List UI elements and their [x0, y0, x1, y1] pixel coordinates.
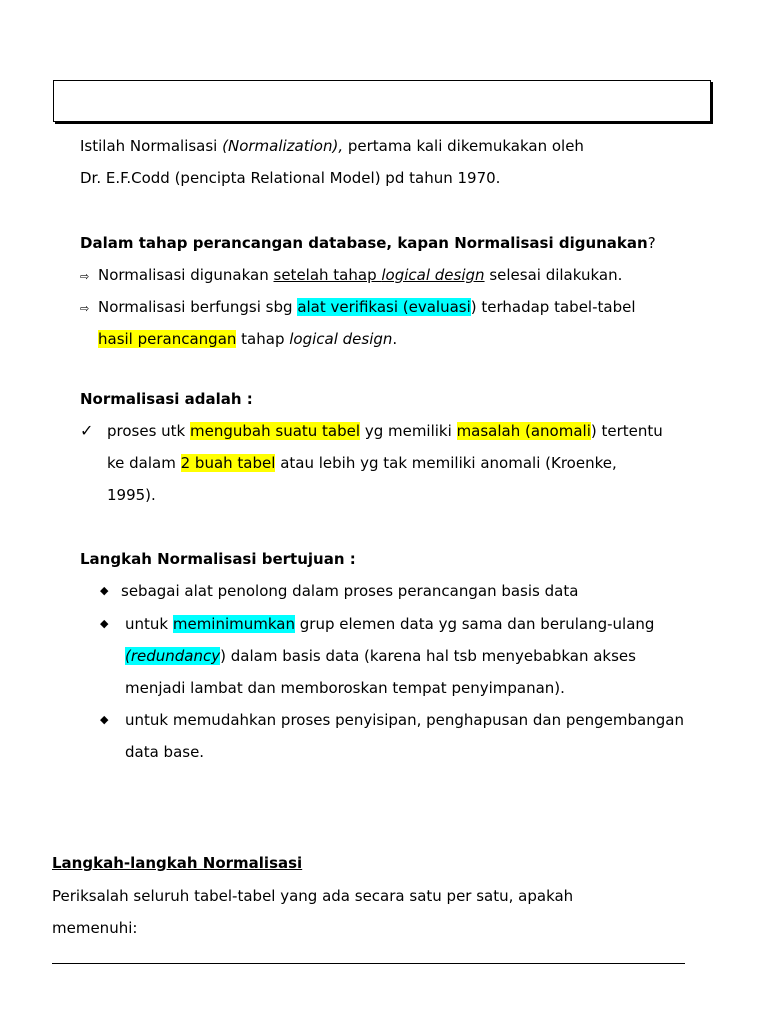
- steps-line-1: Periksalah seluruh tabel-tabel yang ada secara satu per satu, apakah: [52, 887, 574, 905]
- diamond-bullet-icon: ◆: [100, 713, 109, 726]
- check-icon: ✓: [80, 421, 94, 440]
- highlight-meminimumkan: meminimumkan: [172, 615, 296, 633]
- arrow-right-icon: ⇨: [80, 270, 90, 283]
- goals-heading: Langkah Normalisasi bertujuan :: [80, 550, 356, 568]
- highlight-masalah-anomali: masalah (anomali: [456, 422, 591, 440]
- highlight-redundancy: (redundancy: [125, 647, 221, 665]
- definition-line-2: ke dalam 2 buah tabel atau lebih yg tak memiliki anomali (Kroenke,: [107, 454, 617, 472]
- arrow-right-icon: ⇨: [80, 302, 90, 315]
- intro-line-1: Istilah Normalisasi (Normalization), pertama kali dikemukakan oleh: [80, 137, 584, 155]
- diamond-bullet-icon: ◆: [100, 584, 109, 597]
- highlight-alat-verifikasi: alat verifikasi (evaluasi: [297, 298, 471, 316]
- highlight-2-buah-tabel: 2 buah tabel: [180, 454, 276, 472]
- definition-line-3: 1995).: [107, 486, 156, 504]
- footer-divider: [52, 963, 685, 964]
- goal-item-1: sebagai alat penolong dalam proses perancangan basis data: [121, 582, 579, 600]
- definition-heading: Normalisasi adalah :: [80, 390, 253, 408]
- highlight-hasil-perancangan: hasil perancangan: [98, 330, 237, 348]
- definition-line-1: proses utk mengubah suatu tabel yg memiliki masalah (anomali) tertentu: [107, 422, 663, 440]
- goal-item-3-line-2: data base.: [125, 743, 205, 761]
- question-heading: Dalam tahap perancangan database, kapan Normalisasi digunakan?: [80, 234, 656, 252]
- intro-line-2: Dr. E.F.Codd (pencipta Relational Model) pd tahun 1970.: [80, 169, 501, 187]
- goal-item-3-line-1: untuk memudahkan proses penyisipan, penghapusan dan pengembangan: [125, 711, 684, 729]
- goal-item-2-line-2: (redundancy) dalam basis data (karena hal tsb menyebabkan akses: [125, 647, 636, 665]
- goal-item-2-line-3: menjadi lambat dan memboroskan tempat penyimpanan).: [125, 679, 565, 697]
- list-item-verification-line-2: hasil perancangan tahap logical design.: [98, 330, 398, 348]
- diamond-bullet-icon: ◆: [100, 617, 109, 630]
- list-item-verification-line-1: ⇨ Normalisasi berfungsi sbg alat verifikasi (evaluasi) terhadap tabel-tabel: [80, 297, 636, 319]
- goal-item-2-line-1: untuk meminimumkan grup elemen data yg sama dan berulang-ulang: [125, 615, 655, 633]
- list-item-after-logical-design: ⇨ Normalisasi digunakan setelah tahap logical design selesai dilakukan.: [80, 265, 622, 287]
- highlight-mengubah-suatu-tabel: mengubah suatu tabel: [190, 422, 361, 440]
- steps-heading: Langkah-langkah Normalisasi: [52, 854, 303, 872]
- steps-line-2: memenuhi:: [52, 919, 138, 937]
- title-box: [53, 80, 711, 122]
